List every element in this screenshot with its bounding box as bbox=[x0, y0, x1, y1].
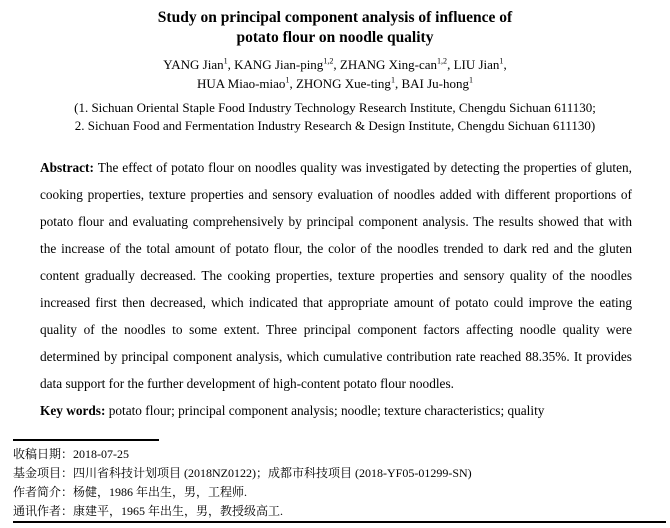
paper-title-line-1: Study on principal component analysis of influence of bbox=[157, 9, 513, 26]
authors-block bbox=[0, 55, 670, 93]
affiliation-line-2: 2. Sichuan Food and Fermentation Industry Research & Design Institute, Chengdu Sichuan 611130) bbox=[74, 118, 596, 133]
footnote-author-bio: 作者简介：杨健，1986 年出生，男，工程师. bbox=[13, 485, 248, 499]
author-affiliation-superscript: 1,2 bbox=[437, 56, 448, 66]
keywords-text: potato flour; principal component analysis; noodle; texture characteristics; quality bbox=[108, 403, 545, 418]
affiliation-line-1: (1. Sichuan Oriental Staple Food Industry Technology Research Institute, Chengdu Sichuan 611130; bbox=[74, 100, 596, 115]
author-name: ZHANG Xing-can bbox=[339, 57, 437, 72]
author-name: KANG Jian-ping bbox=[234, 57, 324, 72]
paper-title-line-2: potato flour on noodle quality bbox=[236, 29, 434, 46]
abstract-text: The effect of potato flour on noodles quality was investigated by detecting the properties of gluten, cooking properties, texture properties and sensory evaluation of noodles added with different proportions of potato flour and evaluating comprehensively by principal component analysis. The results showed that with the increase of the total amount of potato flour, the color of the noodles trended to dark red and the gluten content gradually decreased. The cooking properties, texture properties and sensory quality of the noodles increased first then decreased, which indicated that appropriate amount of potato could improve the eating quality of the noodles to some extent. Three principal component factors affecting noodle quality were determined by principal component analysis, which cumulative contribution rate reached 88.35%. It provides data support for the further development of high-content potato flour noodles. bbox=[40, 160, 633, 391]
author-name: LIU Jian bbox=[453, 57, 500, 72]
author-affiliation-superscript: 1 bbox=[499, 56, 504, 66]
footnote-received-date: 收稿日期：2018-07-25 bbox=[13, 447, 129, 461]
footnote-corresponding-author: 通讯作者：康建平，1965 年出生，男，教授级高工. bbox=[13, 504, 284, 518]
author-name: BAI Ju-hong bbox=[401, 76, 469, 91]
keywords-label: Key words: bbox=[40, 403, 109, 418]
author-affiliation-superscript: 1,2 bbox=[323, 56, 334, 66]
authors-line-1: YANG Jian$^1$, KANG Jian-ping$^{1,2}$, ZHANG Xing-can$^{1,2}$, LIU Jian$^1$, bbox=[163, 56, 507, 72]
keywords-paragraph bbox=[40, 397, 632, 424]
author-affiliation-superscript: 1 bbox=[469, 75, 474, 85]
author-name: YANG Jian bbox=[163, 57, 224, 72]
page-bottom-rule bbox=[13, 521, 666, 523]
footnote-funding: 基金项目：四川省科技计划项目 (2018NZ0122)；成都市科技项目 (2018-YF05-01299-SN) bbox=[13, 466, 472, 480]
affiliations-block bbox=[0, 99, 670, 135]
paper-title bbox=[0, 0, 670, 48]
author-affiliation-superscript: 1 bbox=[390, 75, 395, 85]
authors-line-2: HUA Miao-miao$^1$, ZHONG Xue-ting$^1$, BAI Ju-hong$^1$ bbox=[196, 75, 474, 91]
footnotes-block bbox=[13, 439, 660, 521]
abstract-paragraph bbox=[40, 154, 632, 397]
author-name: HUA Miao-miao bbox=[196, 76, 286, 91]
footnote-separator-rule bbox=[13, 439, 159, 441]
author-affiliation-superscript: 1 bbox=[285, 75, 290, 85]
author-name: ZHONG Xue-ting bbox=[295, 76, 391, 91]
abstract-label: Abstract: bbox=[40, 160, 98, 175]
author-affiliation-superscript: 1 bbox=[223, 56, 228, 66]
